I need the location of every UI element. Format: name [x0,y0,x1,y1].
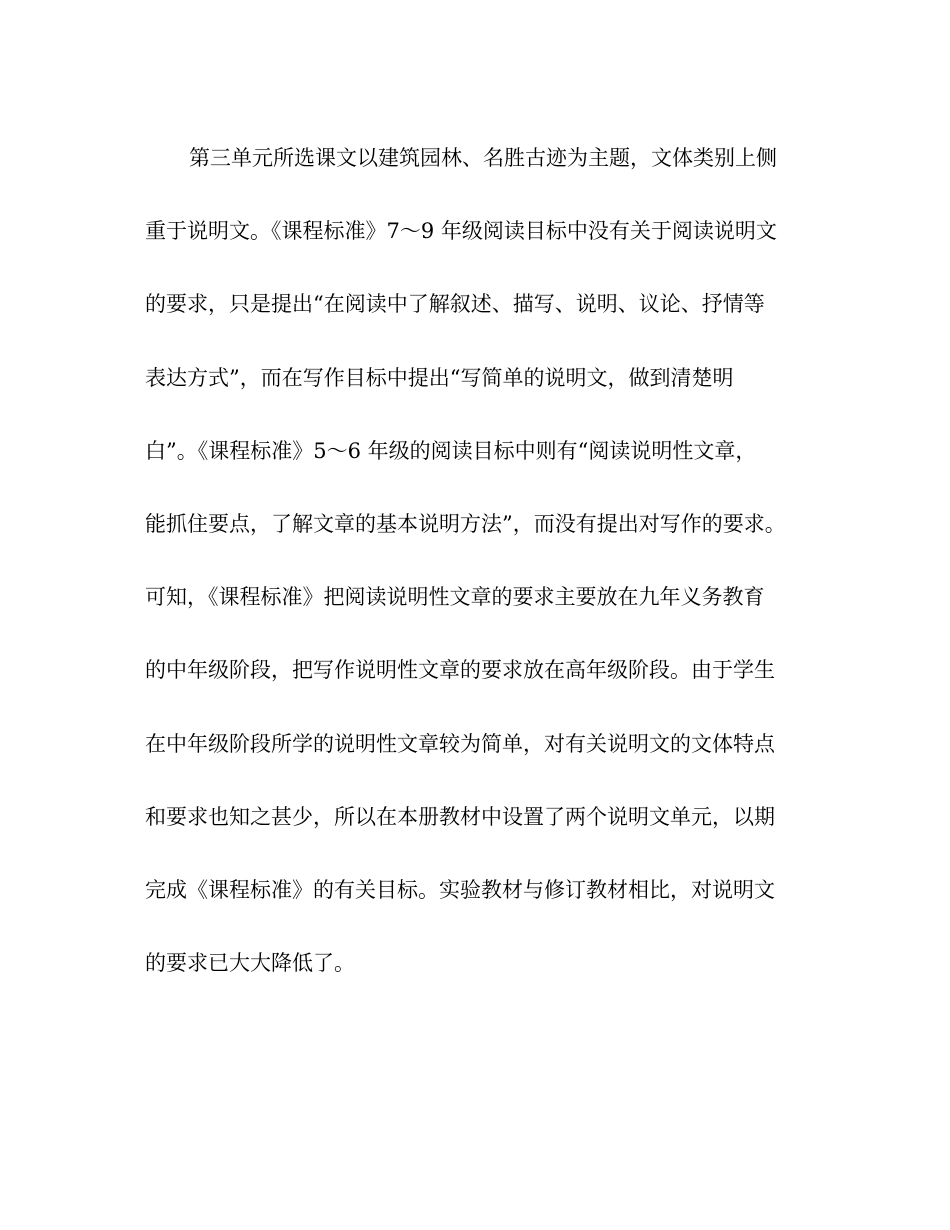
paragraph-line: 的要求，只是提出“在阅读中了解叙述、描写、说明、议论、抒情等 [145,292,765,317]
paragraph-line: 完成《课程标准》的有关目标。实验教材与修订教材相比，对说明文 [145,877,775,902]
paragraph-line: 和要求也知之甚少，所以在本册教材中设置了两个说明文单元，以期 [145,804,775,829]
paragraph-line: 第三单元所选课文以建筑园林、名胜古迹为主题，文体类别上侧 [189,146,777,170]
paragraph-line: 重于说明文。《课程标准》7～9 年级阅读目标中没有关于阅读说明文 [145,219,777,244]
paragraph [145,140,835,1018]
paragraph-line: 在中年级阶段所学的说明性文章较为简单，对有关说明文的文体特点 [145,731,775,756]
paragraph-line: 表达方式”，而在写作目标中提出“写简单的说明文，做到清楚明 [145,365,734,390]
paragraph-line: 白”。《课程标准》5～6 年级的阅读目标中则有“阅读说明性文章， [145,438,757,463]
paragraph-line: 的要求已大大降低了。 [145,951,355,976]
paragraph-line: 可知，《课程标准》把阅读说明性文章的要求主要放在九年义务教育 [145,585,765,610]
paragraph-line: 能抓住要点，了解文章的基本说明方法”，而没有提出对写作的要求。 [145,511,786,536]
paragraph-line: 的中年级阶段，把写作说明性文章的要求放在高年级阶段。由于学生 [145,658,775,683]
